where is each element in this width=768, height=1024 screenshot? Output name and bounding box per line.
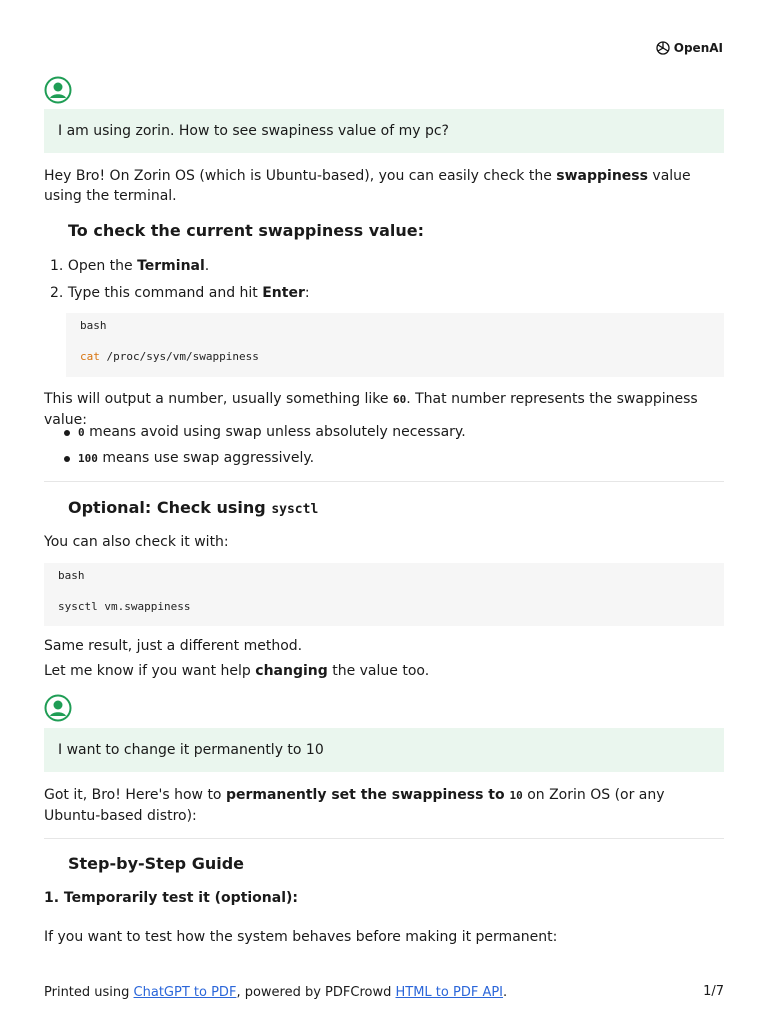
code-line: [80, 350, 259, 363]
inline-code: sysctl: [271, 502, 319, 517]
text: Let me know if you want help: [44, 663, 256, 679]
brand-name: OpenAI: [673, 41, 723, 55]
text: means use swap aggressively.: [97, 450, 315, 466]
openai-logo: [655, 40, 723, 56]
user-message-text: I am using zorin. How to see swapiness value of my pc?: [58, 123, 449, 139]
code-language: bash: [80, 319, 107, 332]
user-message: [44, 728, 724, 772]
text: on Zorin OS (or any Ubuntu-based distro):: [44, 787, 665, 824]
bold-text: Terminal: [137, 258, 205, 274]
text: Optional: Check using: [68, 498, 272, 517]
bold-text: changing: [255, 663, 328, 679]
divider: [44, 481, 724, 482]
paragraph: Same result, just a different method.: [44, 638, 303, 654]
chatgpt-to-pdf-link[interactable]: ChatGPT to PDF: [133, 985, 237, 1000]
page-number: 1/7: [703, 984, 724, 999]
paragraph: You can also check it with:: [44, 534, 229, 550]
code-text: /proc/sys/vm/swappiness: [99, 350, 259, 363]
text: Type this command and hit: [67, 285, 263, 301]
code-block[interactable]: [44, 563, 724, 626]
text: , powered by PDFCrowd: [236, 985, 396, 1000]
text: value using the terminal.: [44, 168, 691, 204]
inline-code: 0: [78, 426, 85, 439]
code-block[interactable]: [66, 313, 724, 377]
answer-intro: [44, 785, 724, 826]
list-item: 2. Type this command and hit Enter:: [50, 285, 310, 301]
user-avatar-icon: [44, 76, 72, 104]
user-message-text: I want to change it permanently to 10: [58, 742, 324, 758]
user-avatar-icon: [44, 694, 72, 722]
inline-code: 60: [392, 393, 407, 406]
list-item: [78, 422, 466, 443]
footer: [44, 984, 507, 1002]
openai-icon: [655, 40, 671, 56]
html-to-pdf-link[interactable]: HTML to PDF API: [395, 985, 504, 1000]
text: . That number represents the swappiness value:: [44, 391, 698, 428]
text: Hey Bro! On Zorin OS (which is Ubuntu-based), you can easily check the: [44, 168, 557, 184]
paragraph: If you want to test how the system behaves before making it permanent:: [44, 929, 558, 945]
paragraph: [44, 661, 724, 681]
section-heading: To check the current swappiness value:: [68, 221, 425, 240]
bold-text: Enter: [262, 285, 305, 301]
text: :: [304, 285, 310, 301]
section-heading: Step-by-Step Guide: [68, 854, 244, 873]
divider: [44, 838, 724, 839]
answer-intro: [44, 166, 724, 206]
user-message: [44, 109, 724, 153]
bold-text: permanently set the swappiness to: [225, 787, 510, 803]
list-item: 1. Open the Terminal.: [50, 258, 210, 274]
text: .: [503, 985, 508, 1000]
text: Got it, Bro! Here's how to: [44, 787, 226, 803]
text: .: [204, 258, 210, 274]
text: Open the: [67, 258, 138, 274]
subsection-heading: 1. Temporarily test it (optional):: [44, 890, 299, 906]
text: means avoid using swap unless absolutely necessary.: [84, 424, 466, 440]
section-heading: [68, 497, 318, 521]
text: Printed using: [44, 985, 134, 1000]
bold-text: swappiness: [556, 168, 648, 184]
bullet-icon: [64, 430, 70, 436]
text: the value too.: [327, 663, 430, 679]
text: This will output a number, usually something like: [44, 391, 393, 407]
code-line: sysctl vm.swappiness: [58, 600, 191, 613]
code-keyword: cat: [80, 350, 100, 363]
list-item: [78, 448, 314, 469]
bullet-icon: [64, 456, 70, 462]
inline-code: 10: [509, 789, 523, 802]
code-language: bash: [58, 569, 85, 582]
inline-code: 100: [78, 452, 98, 465]
